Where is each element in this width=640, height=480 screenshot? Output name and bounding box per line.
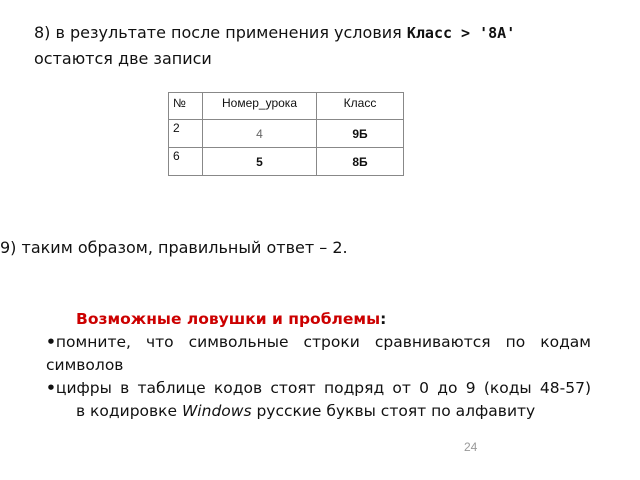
header-num: № [169, 93, 203, 120]
step-8-prefix: 8) в результате после применения условия [34, 23, 407, 42]
table-row [169, 148, 404, 176]
step-9-text: 9) таким образом, правильный ответ – 2. [0, 238, 348, 257]
cell-num: 2 [169, 120, 203, 148]
cell-class: 8Б [317, 148, 404, 176]
header-class: Класс [317, 93, 404, 120]
trap-item: •цифры в таблице кодов стоят подряд от 0 до 9 (коды 48-57) [46, 379, 591, 397]
table-row [169, 120, 404, 148]
bullet-icon: • [46, 379, 56, 397]
bullet-icon: • [46, 333, 56, 351]
condition-code: Класс > '8А' [406, 24, 516, 42]
trap-item: •помните, что символьные строки сравниваются по кодам символов [46, 333, 591, 374]
cell-lesson: 5 [203, 148, 317, 176]
step-8-suffix: остаются две записи [34, 49, 212, 68]
cell-num: 6 [169, 148, 203, 176]
trap-item: в кодировке Windows русские буквы стоят по алфавиту [76, 402, 536, 420]
table-header-row [169, 93, 404, 120]
records-table [168, 92, 404, 176]
step-8-text [34, 20, 594, 72]
page-number: 24 [464, 440, 478, 454]
cell-class: 9Б [317, 120, 404, 148]
traps-section [46, 308, 591, 423]
header-lesson: Номер_урока [203, 93, 317, 120]
cell-lesson: 4 [203, 120, 317, 148]
traps-title: Возможные ловушки и проблемы: [76, 310, 387, 328]
